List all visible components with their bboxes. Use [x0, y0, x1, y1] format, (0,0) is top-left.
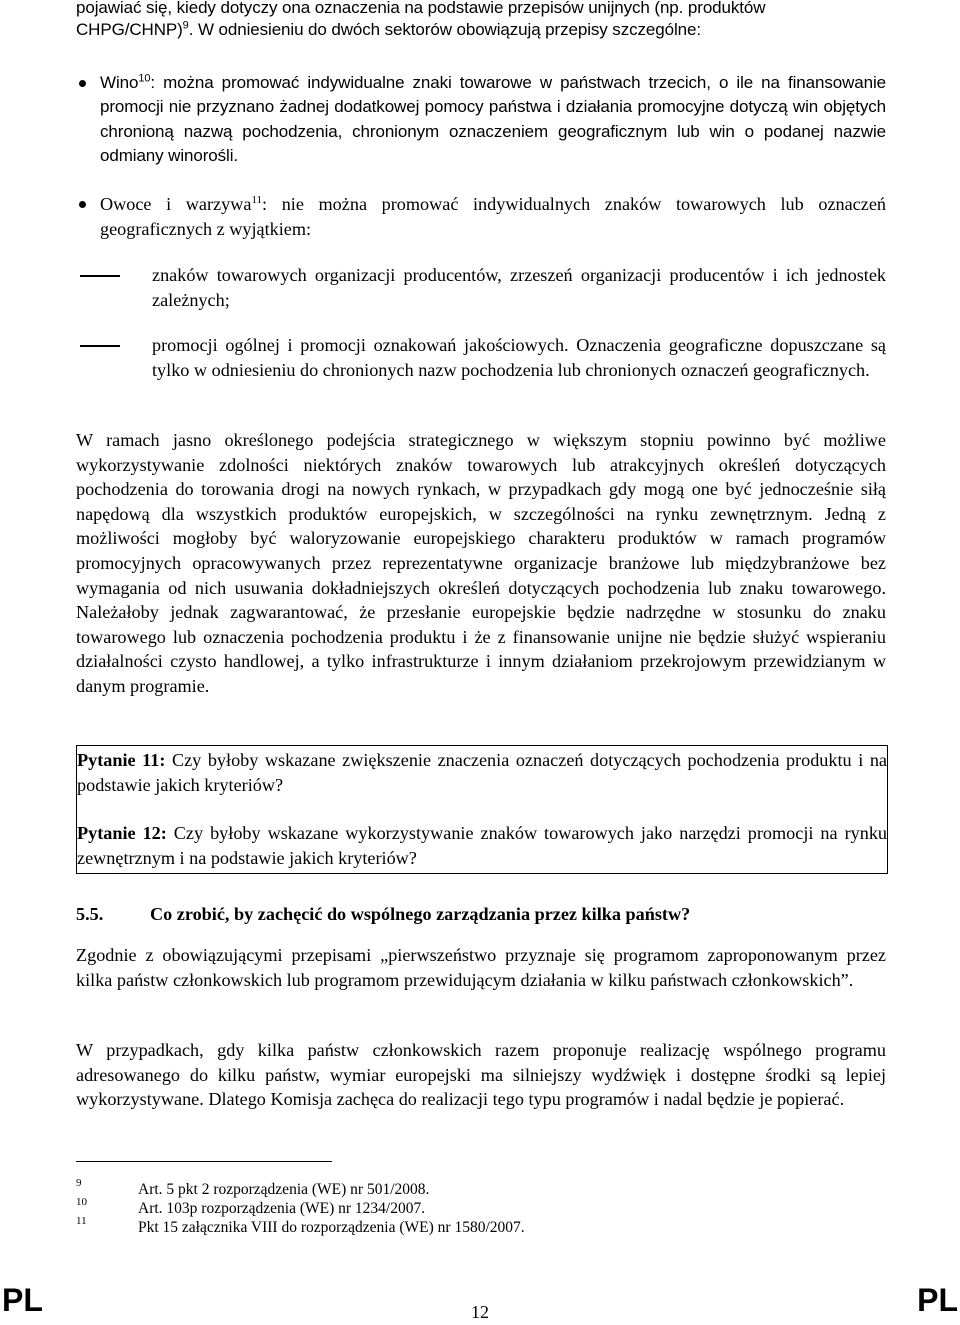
footnote-separator	[76, 1161, 332, 1162]
footnote-ref-10[interactable]: 10	[138, 72, 151, 85]
dash-icon	[80, 345, 120, 347]
paragraph-joint-programs: W przypadkach, gdy kilka państw członkowskich razem proponuje realizację wspólnego programu adresowanego do kilku państw, wymiar europejski ma silniejszy wydźwięk i dostępne środki są lepiej wykorzystywane. Dlatego Komisja zachęca do realizacji tego typu programów i nadal będzie je popierać.	[76, 1040, 886, 1110]
question-11-text: Czy byłoby wskazane zwiększenie znaczenia oznaczeń dotyczących pochodzenia produktu i na podstawie jakich kryteriów?	[77, 750, 887, 795]
question-11	[77, 748, 887, 797]
bullet-dot-icon	[79, 80, 86, 87]
paragraph-priority-quote: Zgodnie z obowiązującymi przepisami „pierwszeństwo przyznaje się programom zaproponowanym przez kilka państw członkowskich lub programom przewidującym działania w kilku państwach członkowskich”.	[76, 945, 886, 990]
footnote-11-number: 11	[76, 1215, 87, 1227]
bullet-wine	[76, 71, 886, 169]
section-number: 5.5.	[76, 904, 104, 924]
intro-line-1: pojawiać się, kiedy dotyczy ona oznaczenia na podstawie przepisów unijnych (np. produktów	[76, 0, 766, 17]
bullet-wine-lead: Wino	[100, 73, 139, 92]
bullet-dot-icon	[79, 201, 86, 208]
dash-item-general-promotion	[76, 333, 886, 382]
question-12	[77, 821, 887, 870]
intro-line-2-start: CHPG/CHNP)	[76, 20, 183, 39]
intro-line-2-end: . W odniesieniu do dwóch sektorów obowiązują przepisy szczególne:	[188, 20, 701, 39]
footnotes	[76, 1177, 886, 1237]
footnote-ref-11[interactable]: 11	[251, 193, 263, 206]
footnote-9	[76, 1177, 886, 1199]
dash-item-trademarks	[76, 263, 886, 312]
question-11-label: Pytanie 11:	[77, 750, 166, 770]
dash-icon	[80, 275, 120, 277]
language-code-right: PL	[917, 1282, 958, 1318]
footnote-11	[76, 1215, 886, 1237]
section-title: Co zrobić, by zachęcić do wspólnego zarządzania przez kilka państw?	[150, 904, 691, 924]
footnote-9-text: Art. 5 pkt 2 rozporządzenia (WE) nr 501/2008.	[138, 1181, 430, 1198]
footnote-9-number: 9	[76, 1177, 82, 1189]
bullet-fruit-text: : nie można promować indywidualnych znaków towarowych lub oznaczeń geograficznych z wyjątkiem:	[100, 194, 886, 239]
language-code-left: PL	[2, 1282, 43, 1318]
bullet-fruit-veg	[76, 192, 886, 241]
bullet-fruit-lead: Owoce i warzywa	[100, 194, 252, 214]
footnote-10-text: Art. 103p rozporządzenia (WE) nr 1234/2007.	[138, 1200, 426, 1217]
page-number: 12	[471, 1302, 489, 1322]
paragraph-strategy: W ramach jasno określonego podejścia strategicznego w większym stopniu powinno być możliwe wykorzystywanie zdolności niektórych znaków towarowych lub atrakcyjnych określeń dotyczących pochodzenia do torowania drogi na nowych rynkach, w przypadkach gdy mogą one być jednocześnie siłą napędową dla wszystkich produktów europejskich, w szczególności na rynku zewnętrznym. Jedną z możliwości mogłoby być waloryzowanie europejskiego charakteru produktów w ramach programów promocyjnych opracowywanych przez reprezentatywne organizacje branżowe lub międzybranżowe bez wymagania od nich usuwania dokładniejszych określeń dotyczących pochodzenia lub znaku towarowego. Należałoby jednak zagwarantować, że przesłanie europejskie będzie nadrzędne w stosunku do znaku towarowego lub oznaczenia pochodzenia produktu i że z finansowanie unijne nie będzie służyć wspieraniu działalności czysto handlowej, a tylko infrastrukturze i innym działaniom przekrojowym przewidzianym w danym programie.	[76, 430, 886, 696]
footnote-ref-9[interactable]: 9	[182, 19, 189, 32]
footnote-10-number: 10	[76, 1196, 87, 1208]
question-12-text: Czy byłoby wskazane wykorzystywanie znaków towarowych jako narzędzi promocji na rynku zewnętrznym i na podstawie jakich kryteriów?	[77, 823, 888, 868]
bullet-wine-text: : można promować indywidualne znaki towarowe w państwach trzecich, o ile na finansowanie promocji nie przyznano żadnej dodatkowej pomocy państwa i działania promocyjne dotyczą win objętych chronioną nazwą pochodzenia, chronionym oznaczeniem geograficznym lub win o podanej nazwie odmiany winorośli.	[100, 73, 886, 166]
question-12-label: Pytanie 12:	[77, 823, 167, 844]
question-box	[76, 745, 888, 874]
footnote-10	[76, 1196, 886, 1218]
intro-paragraph	[76, 0, 886, 41]
dash-item-general-promotion-text: promocji ogólnej i promocji oznakowań jakościowych. Oznaczenia geograficzne dopuszczane są tylko w odniesieniu do chronionych nazw pochodzenia lub chronionych oznaczeń geograficznych.	[152, 335, 886, 380]
dash-item-trademarks-text: znaków towarowych organizacji producentów, zrzeszeń organizacji producentów i ich jednostek zależnych;	[152, 265, 886, 310]
section-heading	[76, 902, 886, 927]
footnote-11-text: Pkt 15 załącznika VIII do rozporządzenia (WE) nr 1580/2007.	[138, 1219, 525, 1236]
